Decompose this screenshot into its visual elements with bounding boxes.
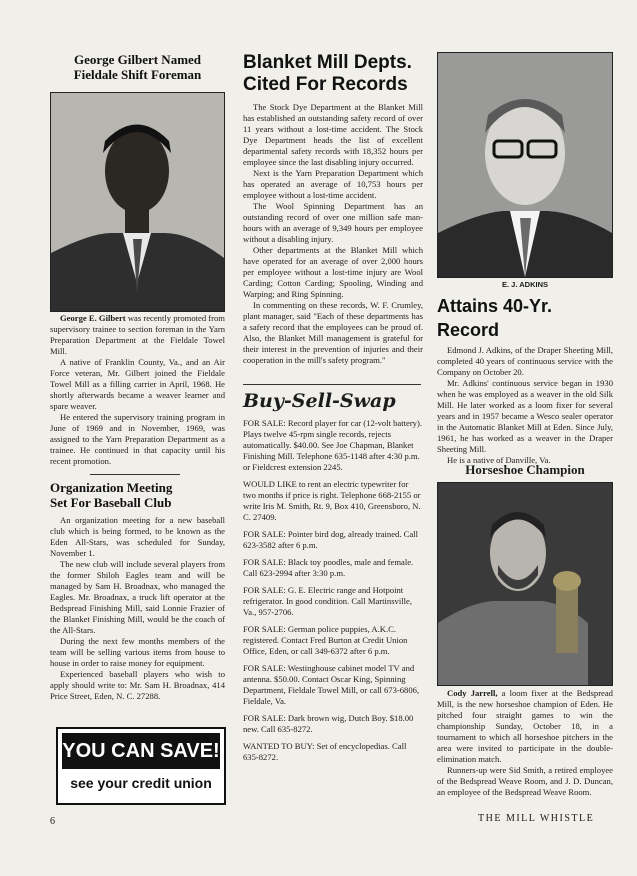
buy-sell-swap-section bbox=[243, 389, 423, 769]
classified-ad-item: WOULD LIKE to rent an electric typewriter for two months if price is right. Telephone 668-2155 or write Iris M. Smith, Rt. 9, Box 410, Greensboro, N. C. 27409. bbox=[243, 479, 421, 522]
gilbert-article bbox=[50, 52, 225, 82]
baseball-paragraph-1: An organization meeting for a new baseball club which is being formed, to be known as the Eden All-Stars, was scheduled for Sunday, November 1. bbox=[50, 515, 225, 558]
baseball-headline bbox=[50, 480, 225, 510]
classified-ad-item: FOR SALE: Pointer bird dog, already trained. Call 623-3582 after 6 p.m. bbox=[243, 529, 418, 550]
middle-divider bbox=[243, 384, 421, 385]
classified-ad-item: WANTED TO BUY: Set of encyclopedias. Call 635-8272. bbox=[243, 741, 407, 762]
horseshoe-paragraph-1: a loom fixer at the Bedspread Mill, is the new horseshoe champion of Eden. He pitched four straight games to win the championship Sunday, October 18, in a tournament to which all horseshoe pitchers in the area were invited to participate in the double-elimination match. bbox=[437, 688, 613, 764]
gilbert-paragraph-1: was recently promoted from supervisory trainee to section foreman in the Yarn Preparation Department at the Fieldale Towel Mill. bbox=[50, 313, 225, 356]
gilbert-headline-line2: Fieldale Shift Foreman bbox=[73, 67, 202, 82]
baseball-paragraph-4: Experienced baseball players who wish to apply should write to: Mr. Sam H. Broadnax, 414 Price Street, Eden, N. C. 27288. bbox=[50, 669, 225, 701]
adkins-paragraph-1: Edmond J. Adkins, of the Draper Sheeting Mill, completed 40 years of continuous service with the Company on October 20. bbox=[437, 345, 613, 377]
buy-sell-swap-list bbox=[243, 418, 423, 763]
adkins-article bbox=[437, 280, 613, 466]
horseshoe-headline: Horseshoe Champion bbox=[465, 462, 585, 477]
classified-ad-item: FOR SALE: Black toy poodles, male and female. Call 623-2994 after 3:30 p.m. bbox=[243, 557, 414, 578]
gilbert-portrait-image bbox=[51, 93, 224, 311]
adkins-headline: Attains 40-Yr. Record bbox=[437, 296, 553, 340]
classified-ad-item: FOR SALE: Record player for car (12-volt battery). Plays twelve 45-rpm single records, rejects automatically. $40.00. See Joe Chapman, Blanket Finishing Mill. Telephone 635-1148 after 4:30 p.m. or Fieldcrest extension 2245. bbox=[243, 418, 422, 472]
credit-union-ad-bottom: see your credit union bbox=[70, 775, 212, 791]
adkins-photo bbox=[437, 52, 613, 278]
blanket-paragraph-2: Next is the Yarn Preparation Department which has operated an average of 10,753 hours per employee without a lost-time accident. bbox=[243, 168, 423, 200]
adkins-paragraph-3: He is a native of Danville, Va. bbox=[447, 455, 551, 465]
buy-sell-swap-title: Buy-Sell-Swap bbox=[243, 390, 396, 412]
gilbert-caption-name: George E. Gilbert bbox=[60, 313, 126, 323]
adkins-paragraph-2: Mr. Adkins' continuous service began in 1930 when he was employed as a weaver in the old Silk Mill. He later worked as a loom fixer for several years and in 1957 became a Wesco sealer operator in the Automatic Blanket Mill at Eden. Since July, 1961, he has worked as a weaver in the Draper Sheeting Mill. bbox=[437, 378, 613, 454]
horseshoe-photo bbox=[437, 482, 613, 686]
gilbert-paragraph-3: He entered the supervisory training program in June of 1969 and in November, 1969, was assigned to the Yarn Preparation Department as a trainee. He continued in that capacity until his recent promotion. bbox=[50, 412, 225, 466]
publication-name: THE MILL WHISTLE bbox=[478, 813, 595, 824]
baseball-paragraph-2: The new club will include several players from the former Shiloh Eagles team and will be managed by Sam H. Broadnax, who managed the Eagles. Mr. Broadnax, a truck lift operator at the Bedspread Finishing Mill, said Lonnie Frazier of the Blanket Finishing Mill, would be the coach of the All-Stars. bbox=[50, 559, 225, 635]
horseshoe-body bbox=[437, 688, 613, 798]
baseball-paragraph-3: During the next few months members of the team will be selling various items from house to house in order to raise money for equipment. bbox=[50, 636, 225, 668]
gilbert-body bbox=[50, 313, 225, 467]
blanket-headline-line2: Cited For Records bbox=[243, 74, 408, 95]
credit-union-ad-top: YOU CAN SAVE! bbox=[62, 733, 220, 769]
blanket-paragraph-5: In commenting on these records, W. F. Crumley, plant manager, said "Each of these departments has a safety record that the employees can be proud of. Also, the Blanket Mill management is grateful for their interest in the prevention of injuries and their cooperation in the mill's safety program." bbox=[243, 300, 423, 365]
classified-ad-item: FOR SALE: Westinghouse cabinet model TV and antenna. $50.00. Contact Oscar King, Spinning Department, Fieldale Towel Mill, or call 673-6806, Fieldale, Va. bbox=[243, 663, 420, 706]
page-number: 6 bbox=[50, 816, 57, 827]
gilbert-headline bbox=[50, 52, 225, 82]
baseball-headline-line2: Set For Baseball Club bbox=[50, 495, 172, 510]
gilbert-photo bbox=[50, 92, 225, 312]
gilbert-paragraph-2: A native of Franklin County, Va., and an Air Force veteran, Mr. Gilbert joined the Fieldale Towel Mill as a filling carrier in April, 1968. He shortly afterwards became a weaver learner and spare weaver. bbox=[50, 357, 225, 411]
horseshoe-caption-name: Cody Jarrell, bbox=[447, 688, 498, 698]
classified-ad-item: FOR SALE: German police puppies, A.K.C. registered. Contact Fred Burton at Credit Union Office, Eden, or call 349-6372 after 6 p.m. bbox=[243, 624, 408, 656]
blanket-paragraph-1: The Stock Dye Department at the Blanket Mill has established an outstanding safety record of over 11 years without a lost-time accident. The Stock Dye Department heads the list of excellent departmental safety records with 18,352 hours per employee since the last disabling injury occurred. bbox=[243, 102, 423, 167]
horseshoe-paragraph-2: Runners-up were Sid Smith, a retired employee of the Bedspread Weave Room, and J. D. Duncan, an employee of the Bedspread Weave Room. bbox=[437, 765, 613, 797]
gilbert-headline-line1: George Gilbert Named bbox=[73, 52, 202, 67]
baseball-headline-line1: Organization Meeting bbox=[50, 480, 173, 495]
adkins-portrait-image bbox=[438, 53, 612, 277]
baseball-article bbox=[50, 480, 225, 702]
horseshoe-article-header bbox=[437, 462, 613, 478]
adkins-caption: E. J. ADKINS bbox=[502, 280, 548, 289]
classified-ad-item: FOR SALE: G. E. Electric range and Hotpoint refrigerator. In good condition. Call Martinsville, Va., 957-2706. bbox=[243, 585, 412, 617]
blanket-article bbox=[243, 52, 423, 366]
credit-union-ad bbox=[56, 727, 226, 805]
blanket-paragraph-4: Other departments at the Blanket Mill which have operated for an average of over 2,000 hours per employee without a lost-time injury are Wool Carding; Cotton Carding; Spooling, Winding and Warping; and Ring Spinning. bbox=[243, 245, 423, 299]
horseshoe-champion-image bbox=[438, 483, 612, 685]
blanket-headline bbox=[243, 52, 423, 96]
blanket-headline-line1: Blanket Mill Depts. bbox=[243, 52, 412, 73]
left-divider bbox=[90, 474, 180, 475]
classified-ad-item: FOR SALE: Dark brown wig, Dutch Boy. $18.00 new. Call 635-8272. bbox=[243, 713, 414, 734]
blanket-paragraph-3: The Wool Spinning Department has an outstanding record of over one million safe man-hours with an average of 9,349 hours per employee without a disabling injury. bbox=[243, 201, 423, 244]
